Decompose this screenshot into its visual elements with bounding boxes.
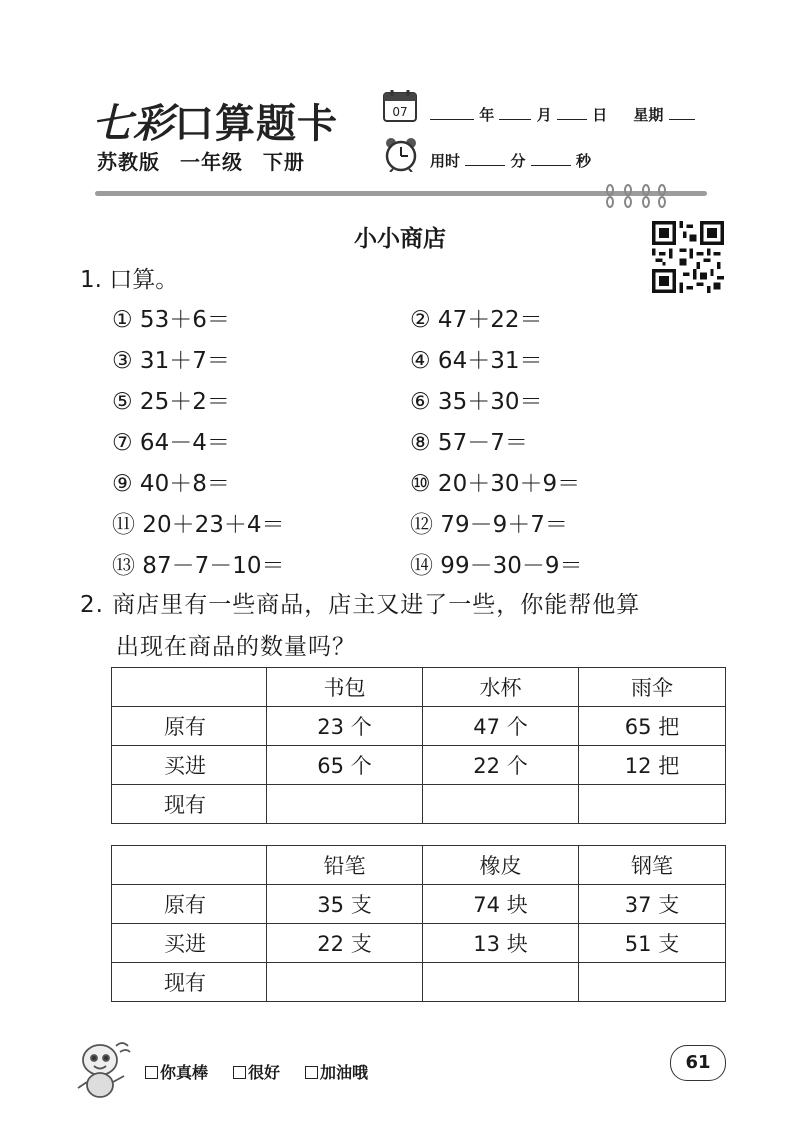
mascot-icon (70, 1038, 134, 1100)
question-2-text (80, 584, 740, 668)
row-label: 现有 (112, 963, 267, 1002)
chain-link-icon (604, 183, 668, 209)
table-cell: 13 块 (423, 924, 579, 963)
header-cell (112, 668, 267, 707)
time-line (430, 150, 591, 171)
year-label: 年 (479, 106, 495, 124)
checkbox-good[interactable] (233, 1066, 246, 1079)
problem-13: ⑬ 87－7－10＝ (112, 553, 285, 579)
question-2-line-1: 2. 商店里有一些商品，店主又进了一些，你能帮他算 (80, 592, 641, 618)
problem-7: ⑦ 64－4＝ (112, 430, 230, 456)
calendar-icon (383, 90, 417, 122)
header-cell: 钢笔 (579, 846, 726, 885)
page-title: 小小商店 (354, 225, 446, 252)
table-cell: 47 个 (423, 707, 579, 746)
problem-5: ⑤ 25＋2＝ (112, 389, 230, 415)
problem-2: ② 47＋22＝ (410, 307, 543, 333)
table-cell: 22 支 (267, 924, 423, 963)
time-used-label: 用时 (430, 152, 461, 170)
brand-title-calligraphy: 七彩 (92, 100, 174, 147)
month-blank[interactable] (499, 105, 531, 120)
header-cell: 水杯 (423, 668, 579, 707)
table-row (112, 963, 726, 1002)
table-row (112, 785, 726, 824)
header-cell: 书包 (267, 668, 423, 707)
answer-cell[interactable] (267, 785, 423, 824)
rating-great-label: 你真棒 (160, 1063, 209, 1082)
header-cell (112, 846, 267, 885)
problem-4: ④ 64＋31＝ (410, 348, 543, 374)
rating-good[interactable] (233, 1060, 280, 1083)
table-cell: 22 个 (423, 746, 579, 785)
table-header-row (112, 846, 726, 885)
answer-cell[interactable] (267, 963, 423, 1002)
row-label: 现有 (112, 785, 267, 824)
checkbox-great[interactable] (145, 1066, 158, 1079)
problem-3: ③ 31＋7＝ (112, 348, 230, 374)
brand-title-main: 口算题卡 (174, 100, 338, 147)
day-label: 日 (592, 106, 608, 124)
answer-cell[interactable] (579, 963, 726, 1002)
problem-10: ⑩ 20＋30＋9＝ (410, 471, 581, 497)
table-row (112, 885, 726, 924)
year-blank[interactable] (430, 105, 474, 120)
calendar-day: 07 (392, 105, 408, 119)
table-row (112, 707, 726, 746)
answer-cell[interactable] (579, 785, 726, 824)
second-label: 秒 (575, 152, 591, 170)
table-cell: 51 支 (579, 924, 726, 963)
minutes-blank[interactable] (465, 151, 505, 166)
rating-great[interactable] (145, 1060, 208, 1083)
rating-keep-going[interactable] (305, 1060, 368, 1083)
table-cell: 37 支 (579, 885, 726, 924)
header-cell: 雨伞 (579, 668, 726, 707)
month-label: 月 (536, 106, 552, 124)
qr-code-icon[interactable] (652, 220, 724, 294)
table-row (112, 746, 726, 785)
problem-8: ⑧ 57－7＝ (410, 430, 528, 456)
page-number: 61 (670, 1045, 726, 1081)
table-cell: 74 块 (423, 885, 579, 924)
question-1-heading: 1. 口算。 (80, 267, 179, 293)
alarm-clock-icon (383, 136, 419, 172)
problem-12: ⑫ 79－9＋7＝ (410, 512, 568, 538)
answer-cell[interactable] (423, 963, 579, 1002)
question-2-line-2: 出现在商品的数量吗？ (116, 634, 356, 660)
row-label: 原有 (112, 885, 267, 924)
row-label: 原有 (112, 707, 267, 746)
checkbox-keep-going[interactable] (305, 1066, 318, 1079)
rating-good-label: 很好 (248, 1063, 281, 1082)
problem-14: ⑭ 99－30－9＝ (410, 553, 583, 579)
table-row (112, 924, 726, 963)
problem-11: ⑪ 20＋23＋4＝ (112, 512, 285, 538)
table-cell: 65 个 (267, 746, 423, 785)
rating-keep-going-label: 加油哦 (320, 1063, 369, 1082)
problem-6: ⑥ 35＋30＝ (410, 389, 543, 415)
brand-title (92, 92, 338, 149)
minute-label: 分 (510, 152, 526, 170)
header-cell: 橡皮 (423, 846, 579, 885)
table-header-row (112, 668, 726, 707)
weekday-label: 星期 (633, 106, 664, 124)
weekday-blank[interactable] (669, 105, 695, 120)
day-blank[interactable] (557, 105, 587, 120)
date-line (430, 104, 695, 125)
row-label: 买进 (112, 746, 267, 785)
table-cell: 65 把 (579, 707, 726, 746)
inventory-table-1 (111, 667, 726, 824)
problem-9: ⑨ 40＋8＝ (112, 471, 230, 497)
header-cell: 铅笔 (267, 846, 423, 885)
answer-cell[interactable] (423, 785, 579, 824)
table-cell: 12 把 (579, 746, 726, 785)
seconds-blank[interactable] (531, 151, 571, 166)
edition-subtitle: 苏教版 一年级 下册 (97, 150, 305, 174)
inventory-table-2 (111, 845, 726, 1002)
problem-1: ① 53＋6＝ (112, 307, 230, 333)
row-label: 买进 (112, 924, 267, 963)
table-cell: 23 个 (267, 707, 423, 746)
table-cell: 35 支 (267, 885, 423, 924)
